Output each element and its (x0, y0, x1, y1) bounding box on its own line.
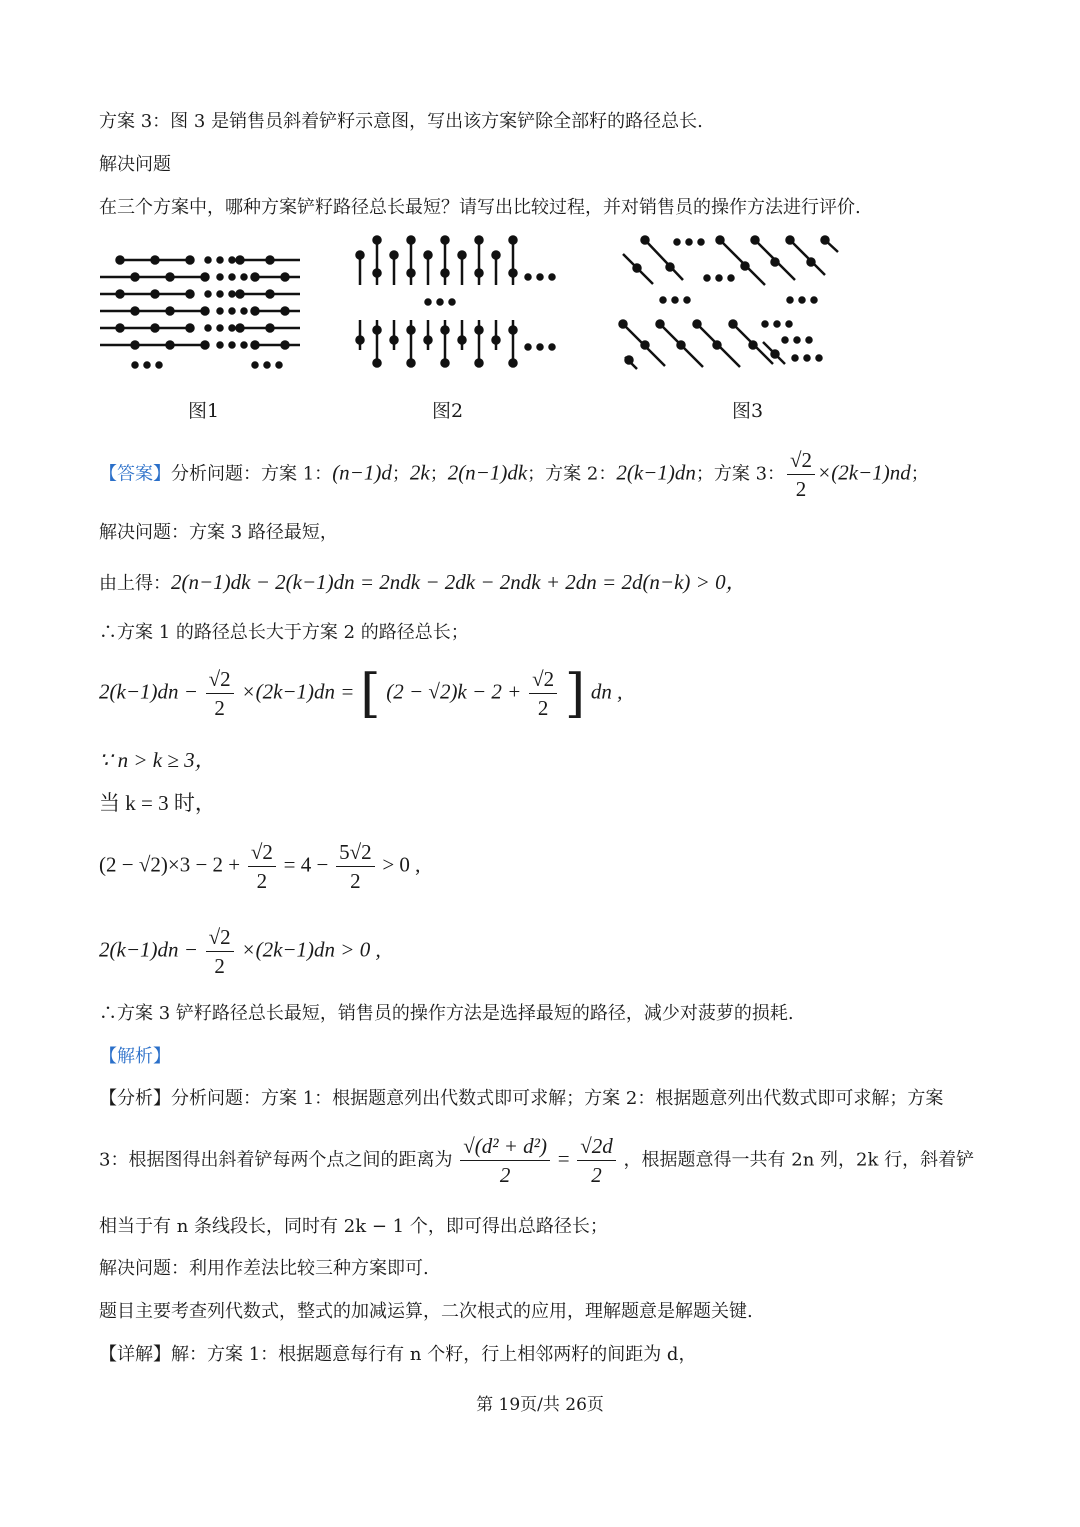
figure-3-caption: 图3 (732, 400, 764, 422)
plan3-line: 方案 3：图 3 是销售员斜着铲籽示意图，写出该方案铲除全部籽的路径总长. (99, 111, 703, 132)
fenxi-tag: 【分析】 (99, 1088, 171, 1109)
plan2-prefix: ；方案 2： (527, 463, 617, 485)
detail-tag: 【详解】 (99, 1344, 171, 1365)
therefore-2: ∴方案 3 铲籽路径总长最短，销售员的操作方法是选择最短的路径，减少对菠萝的损耗. (99, 1003, 794, 1024)
fenxi-text: 分析问题：方案 1：根据题意列出代数式即可求解；方案 2：根据题意列出代数式即可求解；方案 (171, 1088, 944, 1109)
question-line: 在三个方案中，哪种方案铲籽路径总长最短？请写出比较过程，并对销售员的操作方法进行评价. (99, 197, 861, 218)
separator: ； (429, 463, 448, 485)
eq2-fraction: $\frac{√2}{2}$ (206, 665, 234, 722)
eq3-tail: > 0 , (382, 852, 421, 877)
figure-2 (350, 235, 565, 375)
right-bracket: ] (564, 663, 586, 724)
equation-4 (99, 923, 381, 980)
derive-prefix: 由上得： (99, 573, 171, 594)
answer-tag: 【答案】 (99, 463, 171, 485)
plan3-fraction: $\frac{√2}{2}$ (787, 446, 815, 503)
left-bracket: [ (360, 663, 381, 724)
eq2-bracket-fraction: $\frac{√2}{2}$ (529, 665, 557, 722)
analysis-prefix: 分析问题：方案 1： (171, 463, 333, 485)
equation-3 (99, 838, 420, 895)
because-line: ∵ n > k ≥ 3， (99, 748, 216, 772)
plan1-expr3: 2(n−1)dk (447, 460, 528, 485)
eq3-left: (2 − √2)×3 − 2 + (99, 852, 241, 877)
plan3-prefix: ；方案 3： (695, 463, 786, 485)
eq3-mid: = 4 − (283, 852, 329, 877)
derive-line (99, 570, 747, 596)
plan1-expr: (n−1)d (332, 460, 392, 485)
plan1-expr2: 2k (409, 460, 430, 485)
figure-1 (95, 250, 310, 375)
figure-2-caption: 图2 (432, 400, 464, 422)
answer-line (99, 446, 929, 503)
eq3-fraction-1: $\frac{√2}{2}$ (248, 838, 276, 895)
distance-fraction-2: $\frac{√2d}{2}$ (577, 1132, 616, 1189)
eq2-mid: ×(2k−1)dn = (241, 679, 355, 704)
separator: ； (910, 463, 929, 485)
figure-1-caption: 图1 (188, 400, 220, 422)
eq3-fraction-2: $\frac{5√2}{2}$ (336, 838, 375, 895)
separator: ； (391, 463, 410, 485)
eq2-tail: dn , (590, 679, 623, 704)
when-line: 当 k = 3 时， (99, 791, 216, 815)
analysis-line-2 (99, 1132, 974, 1189)
eq4-tail: ×(2k−1)dn > 0 , (241, 937, 381, 962)
plan3-expr: ×(2k−1)nd (817, 460, 911, 485)
analysis-line-4: 解决问题：利用作差法比较三种方案即可. (99, 1258, 429, 1279)
analysis-line-3: 相当于有 n 条线段长，同时有 2k − 1 个，即可得出总路径长； (99, 1216, 608, 1237)
figure-3 (615, 232, 845, 377)
detail-line (99, 1343, 696, 1367)
plan2-expr: 2(k−1)dn (616, 460, 696, 485)
line2-prefix: 3：根据图得出斜着铲每两个点之间的距离为 (99, 1149, 453, 1171)
equals-sign: = (557, 1146, 570, 1171)
eq4-fraction: $\frac{√2}{2}$ (206, 923, 234, 980)
line2-suffix: ，根据题意得一共有 2n 列，2k 行，斜着铲 (623, 1149, 975, 1171)
distance-fraction-1: $\frac{\text{√(d² + d²)}}{2}$ (460, 1132, 550, 1189)
solve-line: 解决问题：方案 3 路径最短， (99, 522, 338, 543)
derive-expr: 2(n−1)dk − 2(k−1)dn = 2ndk − 2dk − 2ndk + 2dn = 2d(n−k) > 0， (171, 570, 747, 594)
therefore-1: ∴方案 1 的路径总长大于方案 2 的路径总长； (99, 622, 469, 643)
analysis-tag: 【解析】 (99, 1046, 171, 1067)
eq4-left: 2(k−1)dn − (99, 937, 198, 962)
equation-2 (99, 665, 622, 722)
page-number: 第 19页/共 26页 (476, 1395, 604, 1415)
detail-text: 解：方案 1：根据题意每行有 n 个籽，行上相邻两籽的间距为 d， (171, 1344, 697, 1365)
eq2-bracket-inner: (2 − √2)k − 2 + (386, 679, 522, 704)
eq2-left: 2(k−1)dn − (99, 679, 198, 704)
fenxi-line (99, 1087, 943, 1111)
analysis-line-5: 题目主要考查列代数式，整式的加减运算，二次根式的应用，理解题意是解题关键. (99, 1301, 753, 1322)
solve-heading: 解决问题 (99, 154, 171, 175)
